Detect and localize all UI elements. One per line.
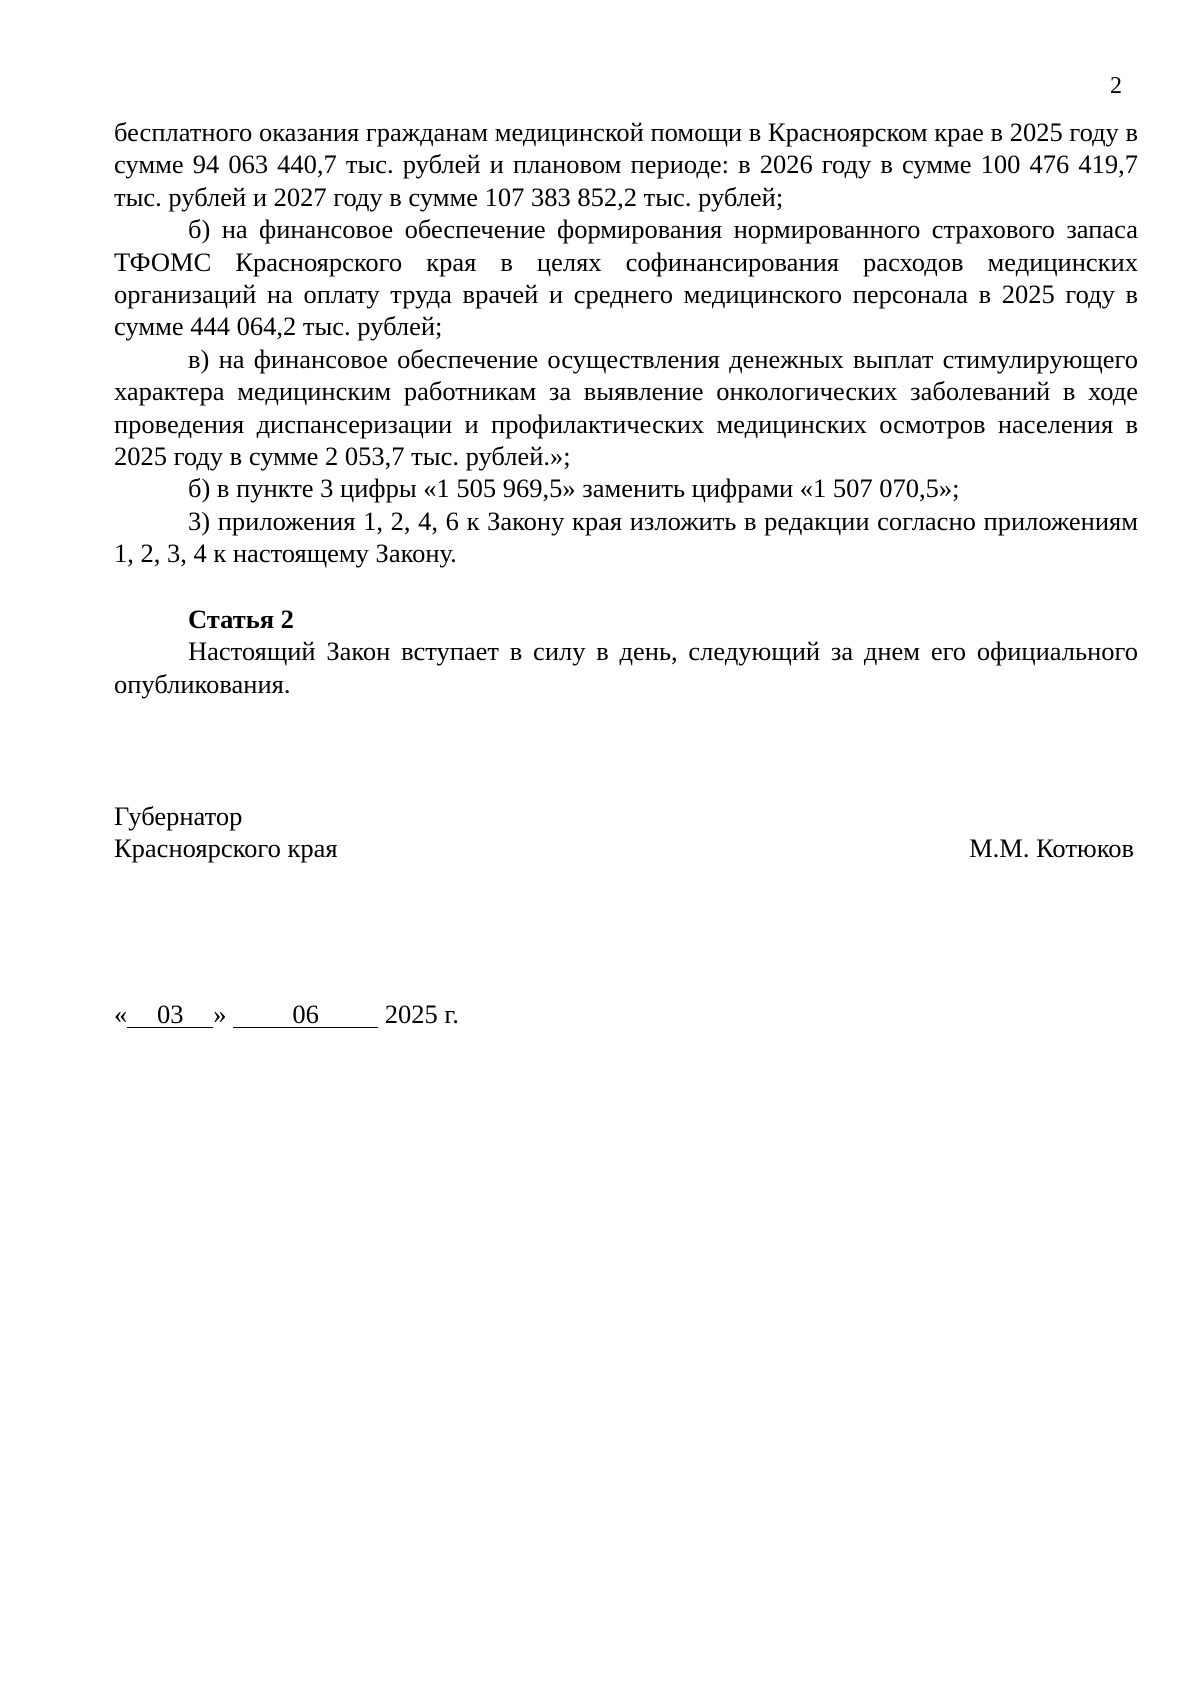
paragraph-continuation: бесплатного оказания гражданам медицинской помощи в Красноярском крае в 2025 году в сумме 94 063 440,7 тыс. рублей и плановом периоде: в 2026 году в сумме 100 476 419,7 тыс. рублей и 2027 году в сумме 107 383 852,2 тыс. рублей; — [114, 117, 1138, 212]
date-open-quote: « — [114, 999, 128, 1029]
date-day: 03 — [127, 1001, 213, 1028]
paragraph-item-b: б) на финансовое обеспечение формирования нормированного страхового запаса ТФОМС Красноярского края в целях софинансирования расходов медицинских организаций на оплату труда врачей и среднего медицинского персонала в 2025 году в сумме 444 064,2 тыс. рублей; — [114, 214, 1138, 342]
signature-block — [114, 800, 1138, 865]
signature-row — [114, 832, 1138, 864]
page-number: 2 — [1110, 73, 1122, 99]
date-year: 2025 г. — [384, 999, 459, 1029]
document-body — [114, 116, 1138, 700]
paragraph-item-3: 3) приложения 1, 2, 4, 6 к Закону края изложить в редакции согласно приложениям 1, 2, 3, 4 к настоящему Закону. — [114, 505, 1138, 569]
signatory-title-line1: Губернатор — [114, 801, 243, 831]
date-month: 06 — [233, 1001, 378, 1028]
signatory-title-line2: Красноярского края — [114, 833, 338, 864]
date-close-quote: » — [213, 999, 227, 1029]
signing-date — [114, 998, 459, 1030]
signatory-name: М.М. Котюков — [969, 833, 1134, 864]
article-text: Настоящий Закон вступает в силу в день, следующий за днем его официального опубликования. — [114, 636, 1138, 699]
article-heading: Статья 2 — [188, 603, 294, 634]
paragraph-item-v: в) на финансовое обеспечение осуществления денежных выплат стимулирующего характера медицинским работникам за выявление онкологических заболеваний в ходе проведения диспансеризации и профилактических медицинских осмотров населения в 2025 году в сумме 2 053,7 тыс. рублей.»; — [114, 343, 1138, 472]
paragraph-item-b-point-3: б) в пункте 3 цифры «1 505 969,5» заменить цифрами «1 507 070,5»; — [188, 473, 960, 504]
